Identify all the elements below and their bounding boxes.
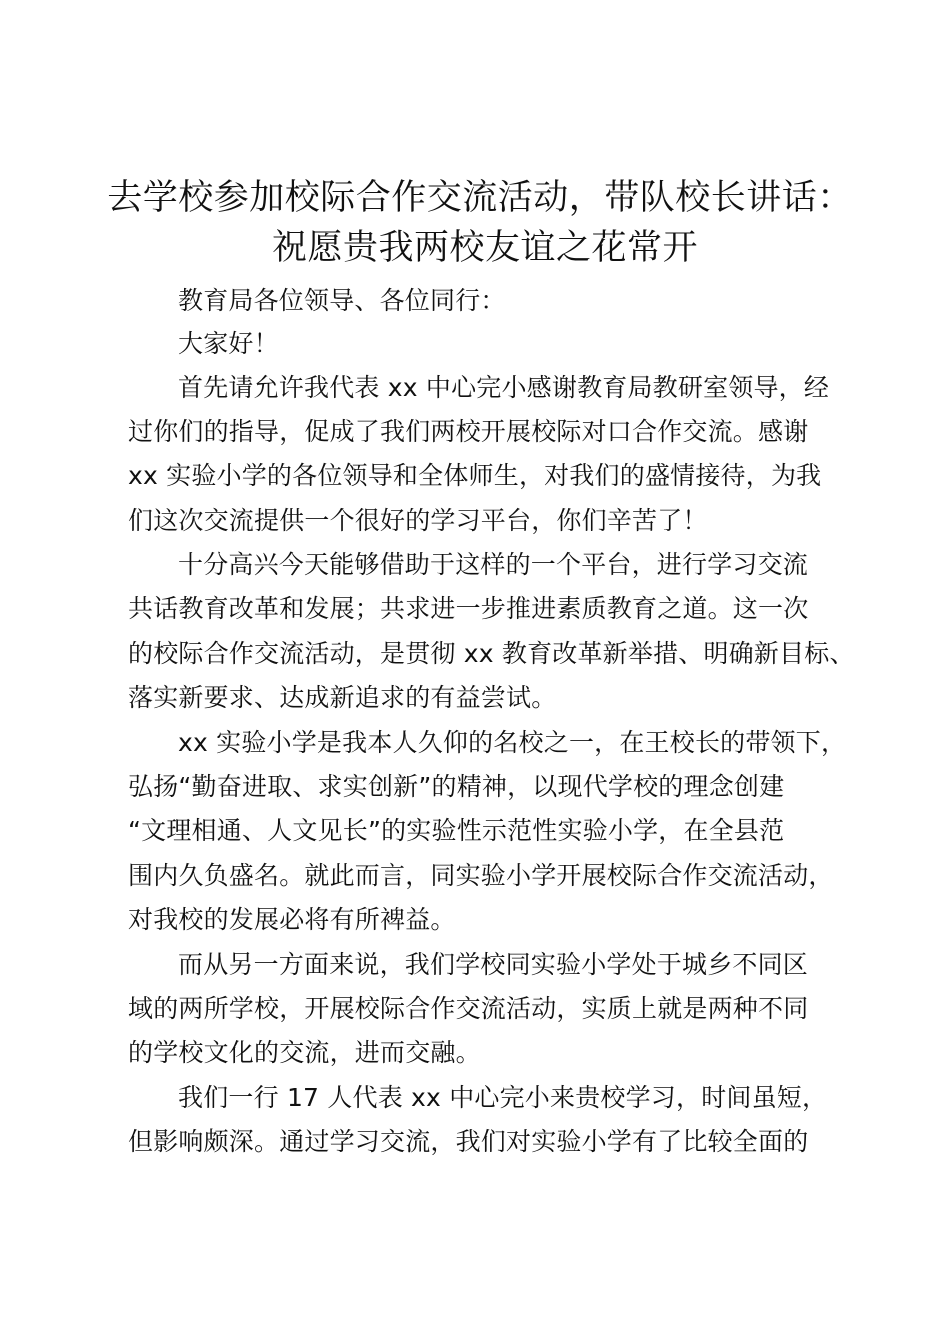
paragraph-1-line-1: 首先请允许我代表 xx 中心完小感谢教育局教研室领导，经 (178, 373, 830, 402)
paragraph-5-line-2: 但影响颇深。通过学习交流，我们对实验小学有了比较全面的 (128, 1127, 809, 1156)
paragraph-5-line-1: 我们一行 17 人代表 xx 中心完小来贵校学习，时间虽短， (178, 1083, 828, 1112)
paragraph-3-line-2: 弘扬“勤奋进取、求实创新”的精神，以现代学校的理念创建 (128, 772, 785, 801)
document-title-line-2: 祝愿贵我两校友谊之花常开 (271, 228, 698, 268)
paragraph-4-line-1: 而从另一方面来说，我们学校同实验小学处于城乡不同区 (178, 950, 809, 979)
paragraph-1-line-3: xx 实验小学的各位领导和全体师生，对我们的盛情接待，为我 (128, 461, 822, 490)
paragraph-3-line-1: xx 实验小学是我本人久仰的名校之一，在王校长的带领下， (178, 728, 847, 757)
paragraph-3-line-5: 对我校的发展必将有所裨益。 (128, 905, 456, 934)
paragraph-3-line-3: “文理相通、人文见长”的实验性示范性实验小学，在全县范 (128, 816, 785, 845)
paragraph-1-line-2: 过你们的指导，促成了我们两校开展校际对口合作交流。感谢 (128, 417, 809, 446)
greeting: 大家好！ (178, 329, 279, 358)
salutation: 教育局各位领导、各位同行： (178, 286, 506, 315)
paragraph-2-line-4: 落实新要求、达成新追求的有益尝试。 (128, 683, 557, 712)
paragraph-2-line-3: 的校际合作交流活动，是贯彻 xx 教育改革新举措、明确新目标、 (128, 639, 855, 668)
paragraph-4-line-3: 的学校文化的交流，进而交融。 (128, 1038, 481, 1067)
document-title-line-1: 去学校参加校际合作交流活动，带队校长讲话： (107, 178, 853, 218)
paragraph-2-line-2: 共话教育改革和发展；共求进一步推进素质教育之道。这一次 (128, 594, 809, 623)
paragraph-2-line-1: 十分高兴今天能够借助于这样的一个平台，进行学习交流 (178, 550, 809, 579)
paragraph-3-line-4: 围内久负盛名。就此而言，同实验小学开展校际合作交流活动， (128, 861, 834, 890)
paragraph-1-line-4: 们这次交流提供一个很好的学习平台，你们辛苦了！ (128, 506, 708, 535)
paragraph-4-line-2: 域的两所学校，开展校际合作交流活动，实质上就是两种不同 (128, 994, 809, 1023)
